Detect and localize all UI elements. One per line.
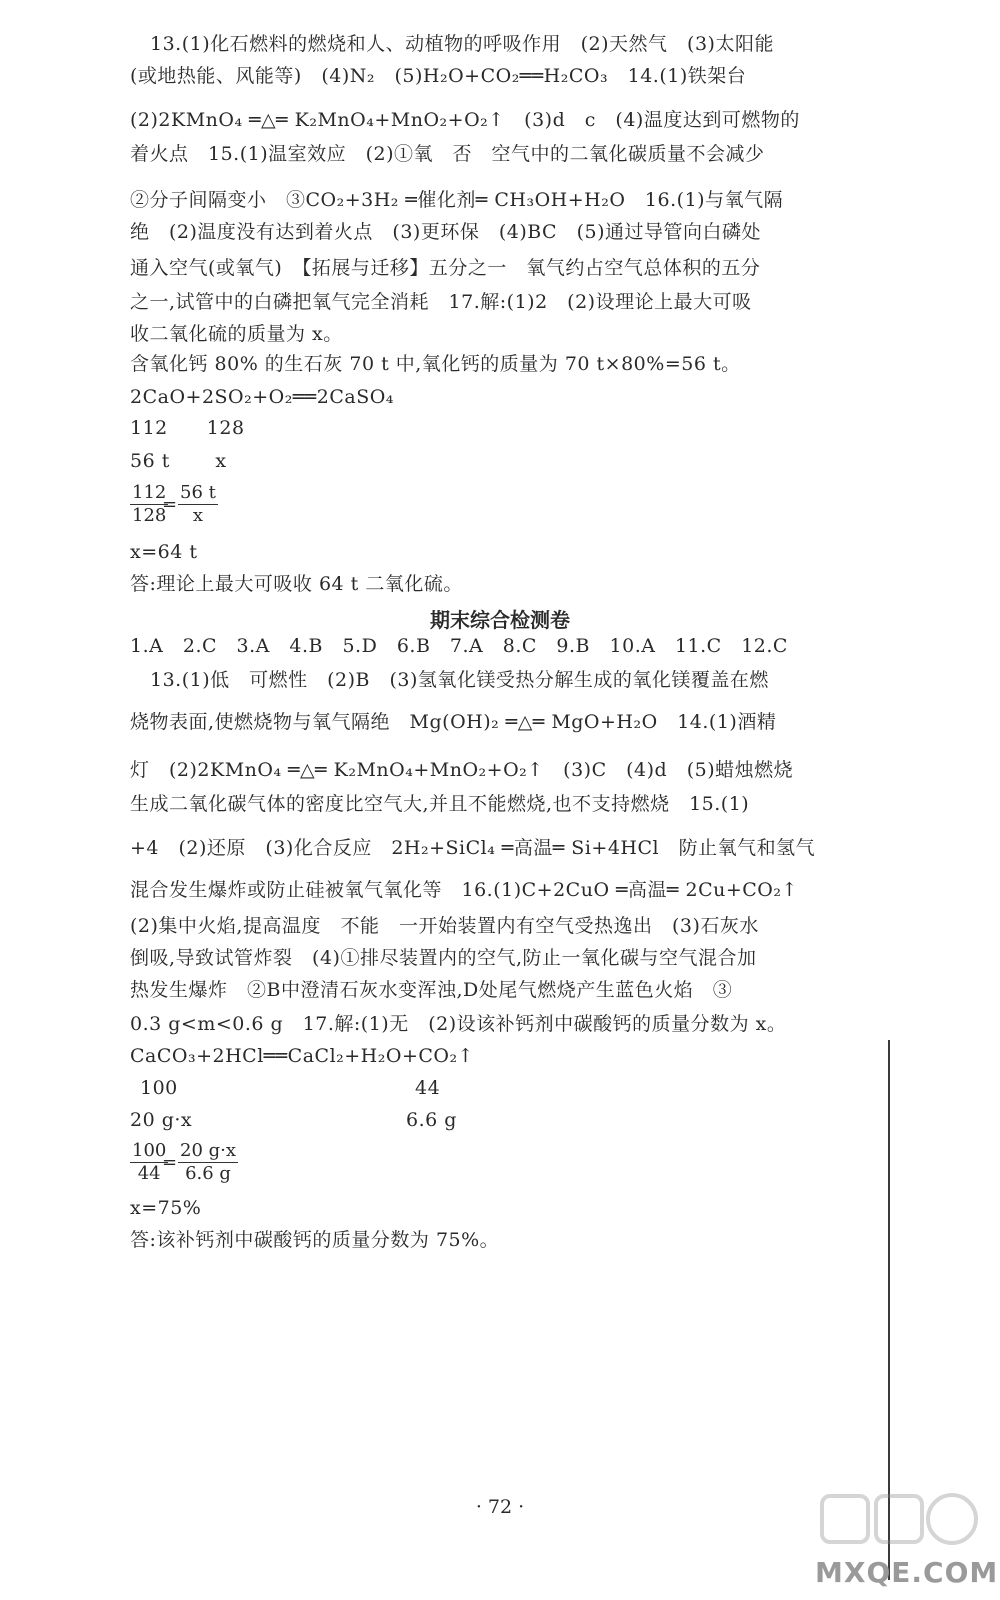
- equals-sign: =: [162, 494, 178, 515]
- molar-mass-left: 100: [140, 1077, 178, 1099]
- mass-left: 20 g·x: [130, 1109, 193, 1131]
- result-line: x=75%: [130, 1197, 202, 1219]
- answer-line: 之一,试管中的白磷把氧气完全消耗 17.解:(1)2 (2)设理论上最大可吸: [130, 291, 752, 313]
- answer-line: (2)集中火焰,提高温度 不能 一开始装置内有空气受热逸出 (3)石灰水: [130, 915, 759, 937]
- section-heading: 期末综合检测卷: [430, 608, 570, 632]
- answer-line: 倒吸,导致试管炸裂 (4)①排尽装置内的空气,防止一氧化碳与空气混合加: [130, 947, 757, 969]
- answer-line: 含氧化钙 80% 的生石灰 70 t 中,氧化钙的质量为 70 t×80%=56 t。: [130, 353, 741, 375]
- answer-line: 热发生爆炸 ②B中澄清石灰水变浑浊,D处尾气燃烧产生蓝色火焰 ③: [130, 979, 733, 1001]
- equals-sign: =: [162, 1152, 178, 1173]
- fraction-right: [178, 1140, 238, 1185]
- answer-line: (或地热能、风能等) (4)N₂ (5)H₂O+CO₂══H₂CO₃ 14.(1)铁架台: [130, 65, 747, 87]
- answer-line: 通入空气(或氧气) 【拓展与迁移】五分之一 氧气约占空气总体积的五分: [130, 257, 761, 279]
- answer-line: (2)2KMnO₄ ═△═ K₂MnO₄+MnO₂+O₂↑ (3)d c (4)温度达到可燃物的: [130, 109, 800, 131]
- fraction-denominator: x: [192, 505, 203, 526]
- choice-answers: 1.A 2.C 3.A 4.B 5.D 6.B 7.A 8.C 9.B 10.A 11.C 12.C: [130, 635, 788, 657]
- answer-line: ②分子间隔变小 ③CO₂+3H₂ ═催化剂═ CH₃OH+H₂O 16.(1)与氧气隔: [130, 189, 784, 211]
- answer-line: 着火点 15.(1)温室效应 (2)①氧 否 空气中的二氧化碳质量不会减少: [130, 143, 765, 165]
- fraction-denominator: 128: [132, 505, 167, 526]
- equation-line: CaCO₃+2HCl══CaCl₂+H₂O+CO₂↑: [130, 1045, 475, 1067]
- result-line: x=64 t: [130, 541, 198, 563]
- fraction-right: [178, 482, 218, 527]
- answer-line: 13.(1)低 可燃性 (2)B (3)氢氧化镁受热分解生成的氧化镁覆盖在燃: [150, 669, 769, 691]
- answer-line: 混合发生爆炸或防止硅被氧气氧化等 16.(1)C+2CuO ═高温═ 2Cu+CO₂↑: [130, 879, 798, 901]
- answer-line: 绝 (2)温度没有达到着火点 (3)更环保 (4)BC (5)通过导管向白磷处: [130, 221, 762, 243]
- equation-line: 2CaO+2SO₂+O₂══2CaSO₄: [130, 386, 394, 408]
- watermark-text: MXQE.COM: [815, 1556, 999, 1589]
- mass-line: 56 t x: [130, 450, 227, 472]
- page-number: · 72 ·: [475, 1496, 525, 1518]
- fraction-numerator: 100: [132, 1140, 167, 1161]
- fraction-numerator: 20 g·x: [180, 1140, 237, 1161]
- answer-line: +4 (2)还原 (3)化合反应 2H₂+SiCl₄ ═高温═ Si+4HCl 防止氧气和氢气: [130, 837, 816, 859]
- fraction-denominator: 44: [137, 1163, 161, 1184]
- mass-right: 6.6 g: [406, 1109, 457, 1131]
- fraction-denominator: 6.6 g: [185, 1163, 231, 1184]
- answer-line: 灯 (2)2KMnO₄ ═△═ K₂MnO₄+MnO₂+O₂↑ (3)C (4)d (5)蜡烛燃烧: [130, 759, 794, 781]
- answer-conclusion: 答:该补钙剂中碳酸钙的质量分数为 75%。: [130, 1229, 500, 1251]
- answer-line: 生成二氧化碳气体的密度比空气大,并且不能燃烧,也不支持燃烧 15.(1): [130, 793, 750, 815]
- fraction-numerator: 112: [132, 482, 167, 503]
- molar-mass-right: 44: [415, 1077, 441, 1099]
- answer-line: 烧物表面,使燃烧物与氧气隔绝 Mg(OH)₂ ═△═ MgO+H₂O 14.(1)酒精: [130, 711, 777, 733]
- answer-line: 0.3 g<m<0.6 g 17.解:(1)无 (2)设该补钙剂中碳酸钙的质量分数为 x。: [130, 1013, 787, 1035]
- fraction-numerator: 56 t: [180, 482, 216, 503]
- answer-conclusion: 答:理论上最大可吸收 64 t 二氧化硫。: [130, 573, 463, 595]
- molar-mass-line: 112 128: [130, 417, 245, 439]
- answer-line: 收二氧化硫的质量为 x。: [130, 323, 343, 345]
- answer-line: 13.(1)化石燃料的燃烧和人、动植物的呼吸作用 (2)天然气 (3)太阳能: [150, 33, 774, 55]
